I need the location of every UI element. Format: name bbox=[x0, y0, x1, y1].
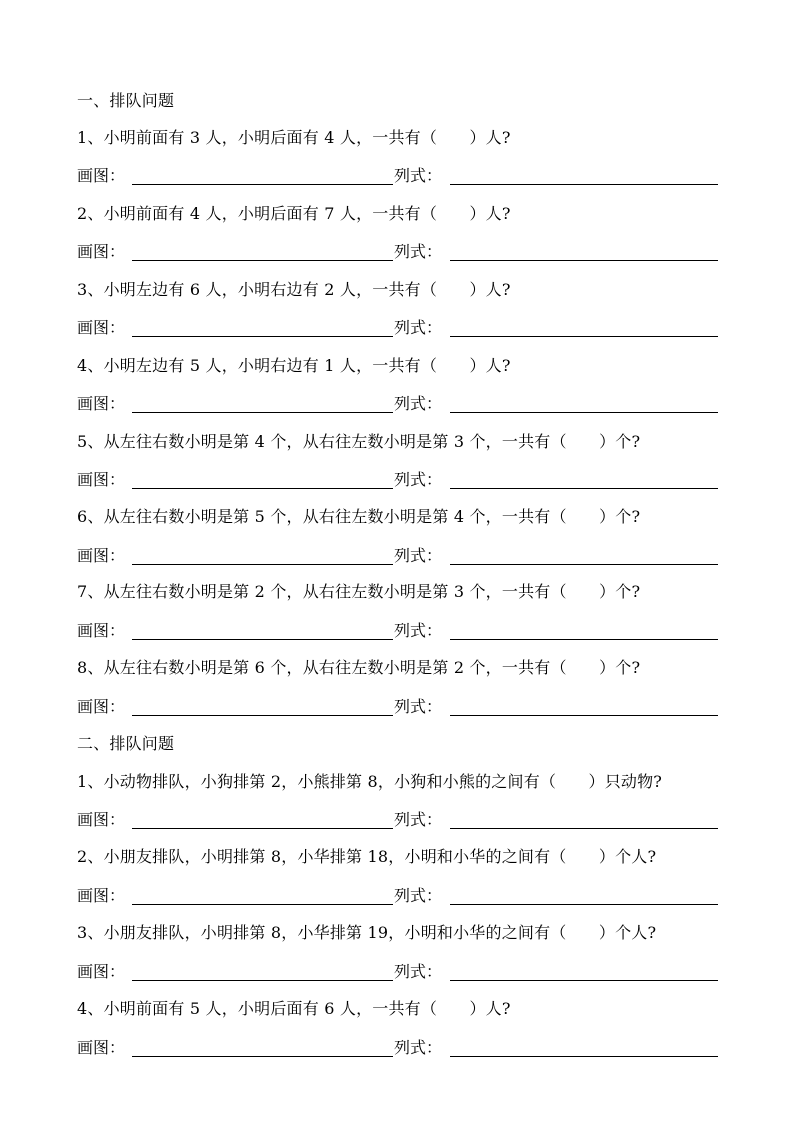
equation-blank[interactable] bbox=[450, 412, 718, 413]
draw-blank[interactable] bbox=[132, 639, 393, 640]
equation-label: 列式： bbox=[394, 394, 443, 413]
draw-label: 画图： bbox=[77, 318, 126, 337]
answer-row-1-3 bbox=[77, 316, 719, 340]
equation-blank[interactable] bbox=[450, 1056, 718, 1057]
draw-blank[interactable] bbox=[132, 564, 393, 565]
question-1-8: 8、从左往右数小明是第 6 个，从右往左数小明是第 2 个，一共有（ ）个? bbox=[77, 658, 641, 677]
equation-blank[interactable] bbox=[450, 260, 718, 261]
question-1-4: 4、小明左边有 5 人，小明右边有 1 人，一共有（ ）人? bbox=[77, 356, 511, 375]
draw-label: 画图： bbox=[77, 1038, 126, 1057]
question-1-1: 1、小明前面有 3 人，小明后面有 4 人，一共有（ ）人? bbox=[77, 128, 511, 147]
draw-label: 画图： bbox=[77, 697, 126, 716]
answer-row-2-1 bbox=[77, 808, 719, 832]
draw-blank[interactable] bbox=[132, 828, 393, 829]
draw-blank[interactable] bbox=[132, 980, 393, 981]
answer-row-1-7 bbox=[77, 619, 719, 643]
equation-blank[interactable] bbox=[450, 639, 718, 640]
equation-blank[interactable] bbox=[450, 488, 718, 489]
draw-blank[interactable] bbox=[132, 260, 393, 261]
equation-label: 列式： bbox=[394, 810, 443, 829]
draw-label: 画图： bbox=[77, 621, 126, 640]
draw-blank[interactable] bbox=[132, 184, 393, 185]
draw-label: 画图： bbox=[77, 886, 126, 905]
draw-blank[interactable] bbox=[132, 715, 393, 716]
draw-blank[interactable] bbox=[132, 336, 393, 337]
equation-label: 列式： bbox=[394, 546, 443, 565]
draw-label: 画图： bbox=[77, 962, 126, 981]
answer-row-2-3 bbox=[77, 960, 719, 984]
equation-label: 列式： bbox=[394, 242, 443, 261]
answer-row-2-4 bbox=[77, 1036, 719, 1060]
equation-blank[interactable] bbox=[450, 715, 718, 716]
question-2-1: 1、小动物排队，小狗排第 2，小熊排第 8，小狗和小熊的之间有（ ）只动物? bbox=[77, 772, 663, 791]
question-2-3: 3、小朋友排队，小明排第 8，小华排第 19，小明和小华的之间有（ ）个人? bbox=[77, 923, 657, 942]
equation-label: 列式： bbox=[394, 962, 443, 981]
equation-blank[interactable] bbox=[450, 184, 718, 185]
equation-blank[interactable] bbox=[450, 564, 718, 565]
answer-row-1-8 bbox=[77, 695, 719, 719]
equation-blank[interactable] bbox=[450, 336, 718, 337]
answer-row-1-4 bbox=[77, 392, 719, 416]
equation-blank[interactable] bbox=[450, 980, 718, 981]
section-2-title: 二、排队问题 bbox=[77, 734, 175, 753]
draw-label: 画图： bbox=[77, 166, 126, 185]
draw-blank[interactable] bbox=[132, 412, 393, 413]
question-1-6: 6、从左往右数小明是第 5 个，从右往左数小明是第 4 个，一共有（ ）个? bbox=[77, 507, 641, 526]
draw-label: 画图： bbox=[77, 810, 126, 829]
question-1-3: 3、小明左边有 6 人，小明右边有 2 人，一共有（ ）人? bbox=[77, 280, 511, 299]
equation-label: 列式： bbox=[394, 1038, 443, 1057]
draw-blank[interactable] bbox=[132, 488, 393, 489]
section-1-title: 一、排队问题 bbox=[77, 91, 175, 110]
equation-label: 列式： bbox=[394, 318, 443, 337]
question-2-4: 4、小明前面有 5 人，小明后面有 6 人，一共有（ ）人? bbox=[77, 999, 511, 1018]
draw-label: 画图： bbox=[77, 394, 126, 413]
equation-label: 列式： bbox=[394, 886, 443, 905]
answer-row-1-1 bbox=[77, 164, 719, 188]
equation-label: 列式： bbox=[394, 470, 443, 489]
equation-label: 列式： bbox=[394, 621, 443, 640]
draw-blank[interactable] bbox=[132, 904, 393, 905]
answer-row-1-2 bbox=[77, 240, 719, 264]
answer-row-1-5 bbox=[77, 468, 719, 492]
equation-blank[interactable] bbox=[450, 904, 718, 905]
draw-label: 画图： bbox=[77, 546, 126, 565]
question-2-2: 2、小朋友排队，小明排第 8，小华排第 18，小明和小华的之间有（ ）个人? bbox=[77, 847, 657, 866]
draw-label: 画图： bbox=[77, 470, 126, 489]
equation-label: 列式： bbox=[394, 166, 443, 185]
answer-row-1-6 bbox=[77, 544, 719, 568]
draw-label: 画图： bbox=[77, 242, 126, 261]
equation-label: 列式： bbox=[394, 697, 443, 716]
question-1-2: 2、小明前面有 4 人，小明后面有 7 人，一共有（ ）人? bbox=[77, 204, 511, 223]
answer-row-2-2 bbox=[77, 884, 719, 908]
equation-blank[interactable] bbox=[450, 828, 718, 829]
draw-blank[interactable] bbox=[132, 1056, 393, 1057]
question-1-5: 5、从左往右数小明是第 4 个，从右往左数小明是第 3 个，一共有（ ）个? bbox=[77, 432, 641, 451]
question-1-7: 7、从左往右数小明是第 2 个，从右往左数小明是第 3 个，一共有（ ）个? bbox=[77, 582, 641, 601]
